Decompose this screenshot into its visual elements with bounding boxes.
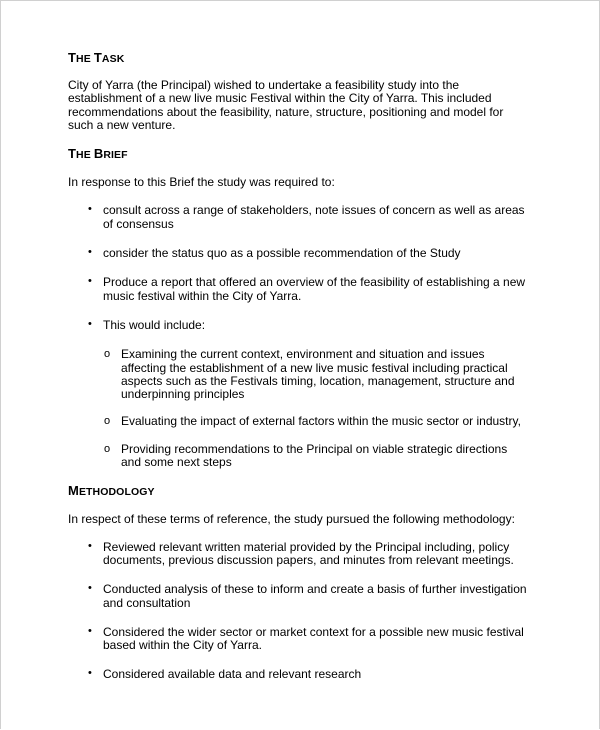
list-item-text: Reviewed relevant written material provided by the Principal including, policy documents, previous discussion papers, and minutes from relevant meetings.	[103, 539, 514, 567]
bullet-icon: •	[88, 539, 92, 552]
bullet-icon: •	[88, 624, 92, 637]
brief-sub-list	[103, 348, 528, 469]
sub-list-item-text: Examining the current context, environment and situation and issues affecting the establishment of a new live music festival including practical aspects such as the Festivals timing, location, management, structure and underpinning principles	[121, 347, 515, 402]
heading-the-task	[68, 50, 528, 67]
sub-list-item	[103, 415, 528, 428]
list-item-text: Considered available data and relevant research	[103, 667, 362, 682]
circle-bullet-icon: o	[104, 348, 111, 361]
brief-intro: In response to this Brief the study was required to:	[68, 175, 335, 190]
list-item-text: consult across a range of stakeholders, note issues of concern as well as areas of consensus	[103, 203, 525, 231]
brief-bullet-list	[68, 204, 528, 469]
heading-char: B	[93, 146, 104, 162]
sub-list-item-text: Providing recommendations to the Principal on viable strategic directions and some next steps	[121, 441, 508, 470]
heading-char: T	[68, 50, 77, 65]
list-item	[68, 668, 528, 681]
heading-smallcaps: HE	[76, 53, 94, 65]
list-item	[68, 541, 528, 568]
sub-list-item	[103, 443, 528, 470]
methodology-bullet-list	[68, 541, 528, 682]
heading-the-brief	[68, 146, 528, 163]
circle-bullet-icon: o	[104, 415, 111, 428]
bullet-icon: •	[88, 582, 92, 595]
list-item	[68, 276, 528, 303]
list-item	[68, 247, 528, 260]
list-item-text: Conducted analysis of these to inform and create a basis of further investigation and consultation	[103, 582, 527, 610]
list-item-text: consider the status quo as a possible recommendation of the Study	[103, 246, 461, 261]
heading-smallcaps: ETHODOLOGY	[78, 486, 155, 499]
heading-char: T	[93, 50, 102, 65]
heading-char: T	[68, 146, 77, 162]
bullet-icon: •	[88, 317, 92, 330]
list-item	[68, 626, 528, 653]
heading-smallcaps: RIEF	[103, 149, 128, 162]
circle-bullet-icon: o	[104, 442, 111, 455]
heading-char: M	[68, 483, 79, 499]
list-item-text: This would include:	[103, 317, 206, 332]
list-item	[68, 583, 528, 610]
bullet-icon: •	[88, 246, 92, 259]
methodology-intro: In respect of these terms of reference, the study pursued the following methodology:	[68, 512, 515, 527]
heading-smallcaps: HE	[76, 149, 94, 162]
sub-list-item	[103, 348, 528, 401]
list-item	[68, 319, 528, 469]
sub-list-item-text: Evaluating the impact of external factors within the music sector or industry,	[121, 414, 521, 429]
bullet-icon: •	[88, 667, 92, 680]
list-item-text: Produce a report that offered an overview of the feasibility of establishing a new music festival within the City of Yarra.	[103, 275, 526, 303]
list-item-text: Considered the wider sector or market context for a possible new music festival based within the City of Yarra.	[103, 624, 524, 653]
heading-smallcaps: ASK	[101, 53, 125, 65]
heading-methodology	[68, 483, 528, 500]
task-paragraph: City of Yarra (the Principal) wished to undertake a feasibility study into the establishment of a new live music Festival within the City of Yarra. This included recommendations about the feasibility, nature, structure, positioning and model for such a new venture.	[68, 78, 504, 132]
document-body	[68, 50, 528, 682]
list-item	[68, 204, 528, 231]
bullet-icon: •	[88, 275, 92, 288]
bullet-icon: •	[88, 203, 92, 216]
